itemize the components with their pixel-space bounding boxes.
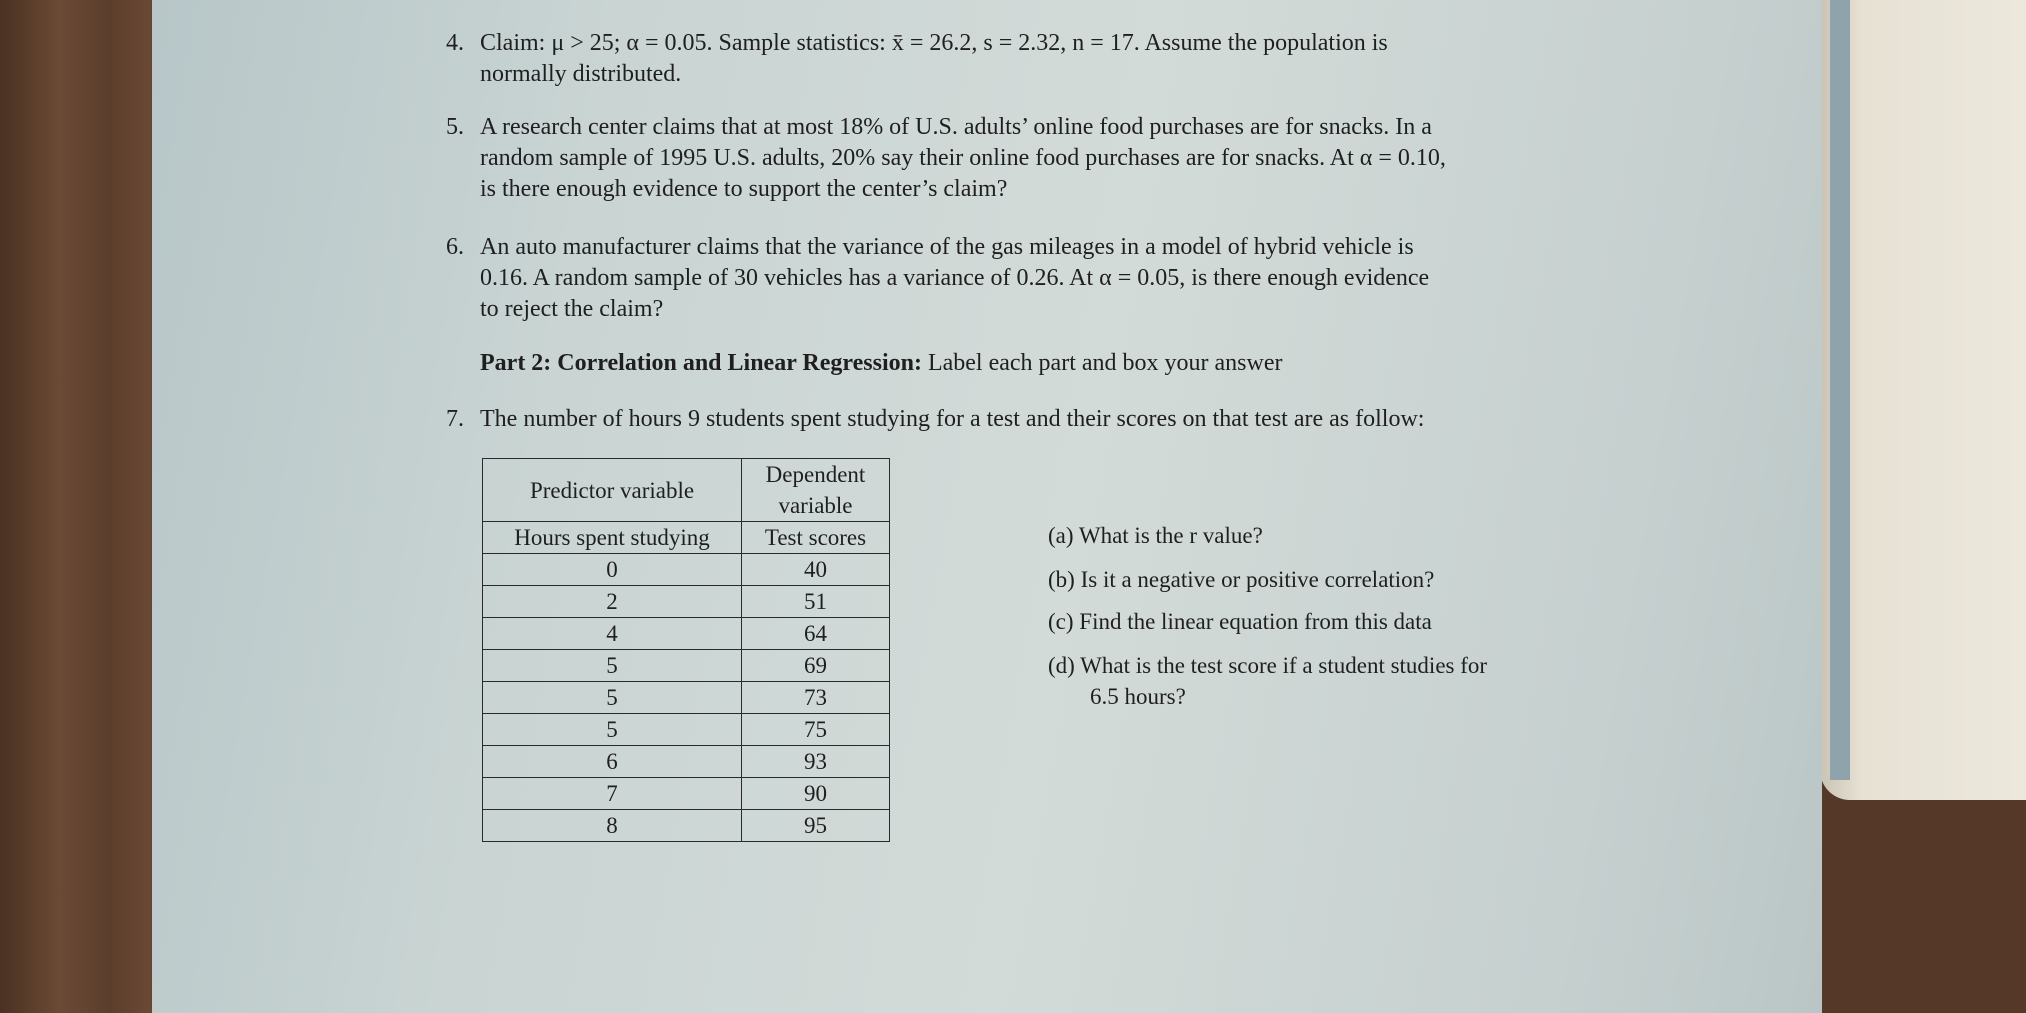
question-line: is there enough evidence to support the center’s claim?: [480, 176, 1008, 202]
subquestion-a: [1048, 520, 1263, 551]
subquestion-text: What is the r value?: [1078, 523, 1263, 548]
table-row: [483, 586, 890, 618]
score-cell: 93: [742, 746, 890, 778]
score-cell: 90: [742, 778, 890, 810]
background-paper: [1820, 0, 2026, 800]
question-line: Claim: μ > 25; α = 0.05. Sample statistics: x̄ = 26.2, s = 2.32, n = 17. Assume the population is: [480, 30, 1388, 56]
question-line: An auto manufacturer claims that the variance of the gas mileages in a model of hybrid vehicle is: [480, 234, 1414, 260]
background-paper-edge: [1830, 0, 1850, 780]
table-header-row: [483, 522, 890, 554]
hours-cell: 0: [483, 554, 742, 586]
subquestion-label: (d): [1048, 653, 1075, 678]
study-data-table: [482, 458, 890, 842]
subquestion-b: [1048, 564, 1434, 595]
question-line: normally distributed.: [480, 61, 682, 87]
header-cell: Predictor variable: [483, 459, 742, 522]
question-line: 0.16. A random sample of 30 vehicles has a variance of 0.26. At α = 0.05, is there enough evidence: [480, 265, 1430, 291]
subquestion-c: [1048, 606, 1432, 637]
score-cell: 51: [742, 586, 890, 618]
score-cell: 40: [742, 554, 890, 586]
table-row: [483, 778, 890, 810]
question-number: 7.: [446, 406, 464, 432]
table-row: [483, 714, 890, 746]
score-cell: 75: [742, 714, 890, 746]
subquestion-text-continued: 6.5 hours?: [1090, 684, 1186, 709]
question-number: 4.: [446, 30, 464, 56]
hours-cell: 5: [483, 714, 742, 746]
question-number: 5.: [446, 114, 464, 140]
subquestion-text: Find the linear equation from this data: [1079, 609, 1432, 634]
question-number: 6.: [446, 234, 464, 260]
score-cell: 95: [742, 810, 890, 842]
hours-cell: 6: [483, 746, 742, 778]
hours-cell: 7: [483, 778, 742, 810]
subquestion-text: Is it a negative or positive correlation?: [1080, 567, 1435, 592]
subquestion-d: [1048, 650, 1487, 712]
hours-cell: 5: [483, 650, 742, 682]
hours-cell: 5: [483, 682, 742, 714]
question-line: A research center claims that at most 18% of U.S. adults’ online food purchases are for snacks. In a: [480, 114, 1432, 140]
part-2-title: Part 2: Correlation and Linear Regression:: [480, 350, 922, 376]
subquestion-label: (c): [1048, 609, 1074, 634]
hours-cell: 2: [483, 586, 742, 618]
question-line: random sample of 1995 U.S. adults, 20% say their online food purchases are for snacks. At α = 0.10,: [480, 145, 1446, 171]
part-2-instruction: Label each part and box your answer: [921, 350, 1283, 376]
part-2-heading: [480, 350, 1282, 377]
table-row: [483, 618, 890, 650]
table-row: [483, 682, 890, 714]
question-line: to reject the claim?: [480, 296, 664, 322]
subquestion-text: What is the test score if a student studies for: [1080, 653, 1488, 678]
table-header-row: [483, 459, 890, 522]
subquestion-label: (b): [1048, 567, 1075, 592]
table-row: [483, 746, 890, 778]
header-cell: Test scores: [742, 522, 890, 554]
worksheet-page: [152, 0, 1822, 1013]
hours-cell: 8: [483, 810, 742, 842]
table-row: [483, 554, 890, 586]
score-cell: 69: [742, 650, 890, 682]
hours-cell: 4: [483, 618, 742, 650]
question-line: The number of hours 9 students spent studying for a test and their scores on that test are as follow:: [480, 406, 1425, 432]
score-cell: 73: [742, 682, 890, 714]
header-cell: Dependent variable: [742, 459, 890, 522]
subquestion-label: (a): [1048, 523, 1074, 548]
score-cell: 64: [742, 618, 890, 650]
table-row: [483, 810, 890, 842]
header-cell: Hours spent studying: [483, 522, 742, 554]
table-row: [483, 650, 890, 682]
